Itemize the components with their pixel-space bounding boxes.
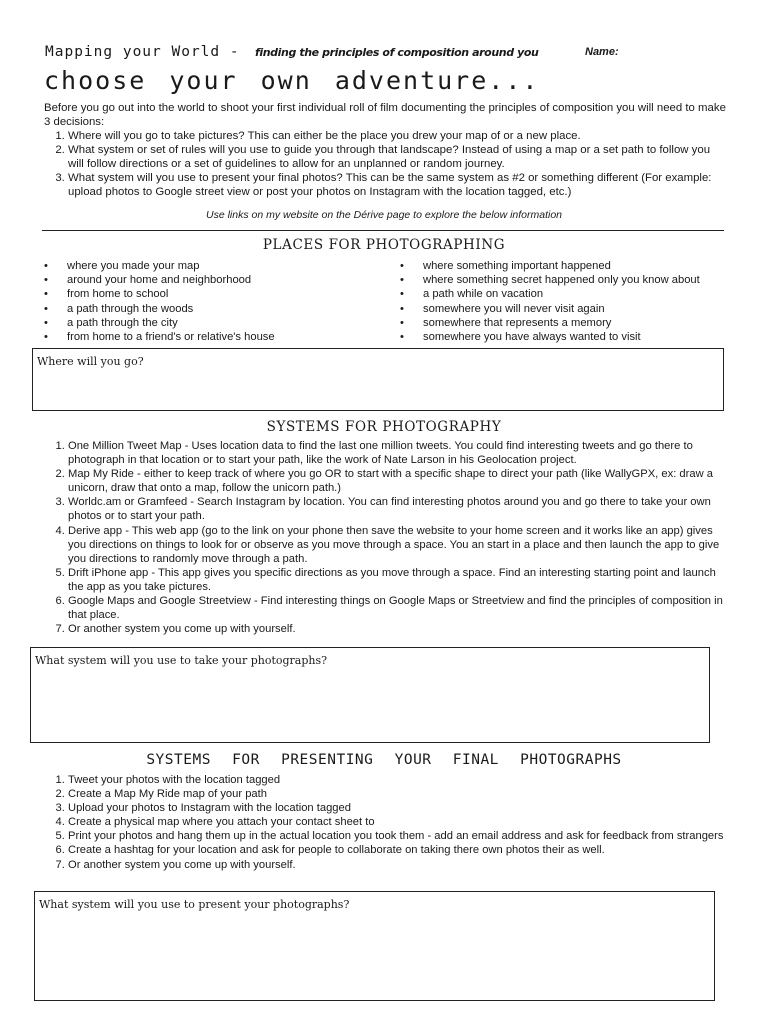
places-list-right [400,259,728,344]
list-item: • where something important happened [400,259,728,273]
list-item: • where something secret happened only you know about [400,273,728,287]
list-item: • a path through the city [44,316,400,330]
intro-section [44,101,728,199]
where-question: Where will you go? [37,355,144,368]
course-title: Mapping your World - [45,44,240,60]
intro-text: Before you go out into the world to shoot your first individual roll of film documenting the principles of composition you will need to make 3 decisions: [44,102,726,128]
list-item: 4. Create a physical map where you attach your contact sheet to [68,815,728,829]
places-list-left [44,259,400,344]
list-item: 6. Google Maps and Google Streetview - Find interesting things on Google Maps or Streetview and find the principles of composition in that place. [68,594,728,622]
list-item: • a path while on vacation [400,287,728,301]
systems-heading: SYSTEMS FOR PHOTOGRAPHY [266,419,502,435]
list-item: • a path through the woods [44,302,400,316]
list-item: • from home to a friend's or relative's house [44,330,400,344]
list-item: 6. Create a hashtag for your location and ask for people to collaborate on taking there own photos their as well. [68,843,728,857]
photography-system-answer-box[interactable] [30,647,710,743]
presenting-system-question: What system will you use to present your photographs? [39,898,350,911]
link-note: Use links on my website on the Dérive page to explore the below information [205,209,563,221]
decision-item: 3. What system will you use to present your final photos? This can be the same system as #2 or something different (For example: upload photos to Google street view or post your photos on Instagram with the location tagged, etc.) [68,171,728,199]
list-item: • somewhere that represents a memory [400,316,728,330]
divider [42,230,724,231]
presenting-section [44,773,728,872]
course-subtitle: finding the principles of composition around you [255,46,539,59]
list-item: • somewhere you will never visit again [400,302,728,316]
presenting-system-answer-box[interactable] [34,891,715,1001]
systems-list [44,439,728,636]
decision-item: 1. Where will you go to take pictures? This can either be the place you drew your map of or a new place. [68,129,728,143]
list-item: 1. One Million Tweet Map - Uses location data to find the last one million tweets. You could find interesting tweets and go there to photograph in that location or to start your path, like the work of Nate Larson in his Geolocation project. [68,439,728,467]
header-line [45,44,728,64]
list-item: 5. Drift iPhone app - This app gives you specific directions as you move through a space. Find an interesting starting point and launch the app as you take pictures. [68,566,728,594]
list-item: 2. Map My Ride - either to keep track of where you go OR to start with a specific shape to direct your path (like WallyGPX, ex: draw a unicorn, draw that onto a map, follow the unicorn path.) [68,467,728,495]
list-item: • around your home and neighborhood [44,273,400,287]
list-item: 3. Upload your photos to Instagram with the location tagged [68,801,728,815]
list-item: • somewhere you have always wanted to visit [400,330,728,344]
list-item: 3. Worldc.am or Gramfeed - Search Instagram by location. You can find interesting photos around you and go there to take your own photos or to start your path. [68,495,728,523]
list-item: 7. Or another system you come up with yourself. [68,858,728,872]
list-item: • where you made your map [44,259,400,273]
list-item: 7. Or another system you come up with yourself. [68,622,728,636]
decisions-list [44,129,728,199]
presenting-list [44,773,728,872]
presenting-heading: SYSTEMS FOR PRESENTING YOUR FINAL PHOTOGRAPHS [146,752,622,768]
systems-section [44,439,728,636]
list-item: 1. Tweet your photos with the location tagged [68,773,728,787]
list-item: 2. Create a Map My Ride map of your path [68,787,728,801]
decision-item: 2. What system or set of rules will you use to guide you through that landscape? Instead of using a map or a set path to follow you will follow directions or a set of guidelines to allow for an unplanned or random journey. [68,143,728,171]
list-item: • from home to school [44,287,400,301]
where-answer-box[interactable] [32,348,724,411]
places-heading: PLACES FOR PHOTOGRAPHING [262,237,506,253]
list-item: 5. Print your photos and hang them up in the actual location you took them - add an email address and ask for feedback from strangers [68,829,728,843]
photography-system-question: What system will you use to take your photographs? [35,654,328,667]
places-columns [44,259,728,344]
list-item: 4. Derive app - This web app (go to the link on your phone then save the website to your home screen and it works like an app) gives you directions on things to look for or observe as you move through a space. You an start in a place and then launch the app to give you directions to randomly move through a path. [68,524,728,566]
page-title: choose your own adventure... [44,66,540,95]
name-label: Name: [585,46,619,58]
